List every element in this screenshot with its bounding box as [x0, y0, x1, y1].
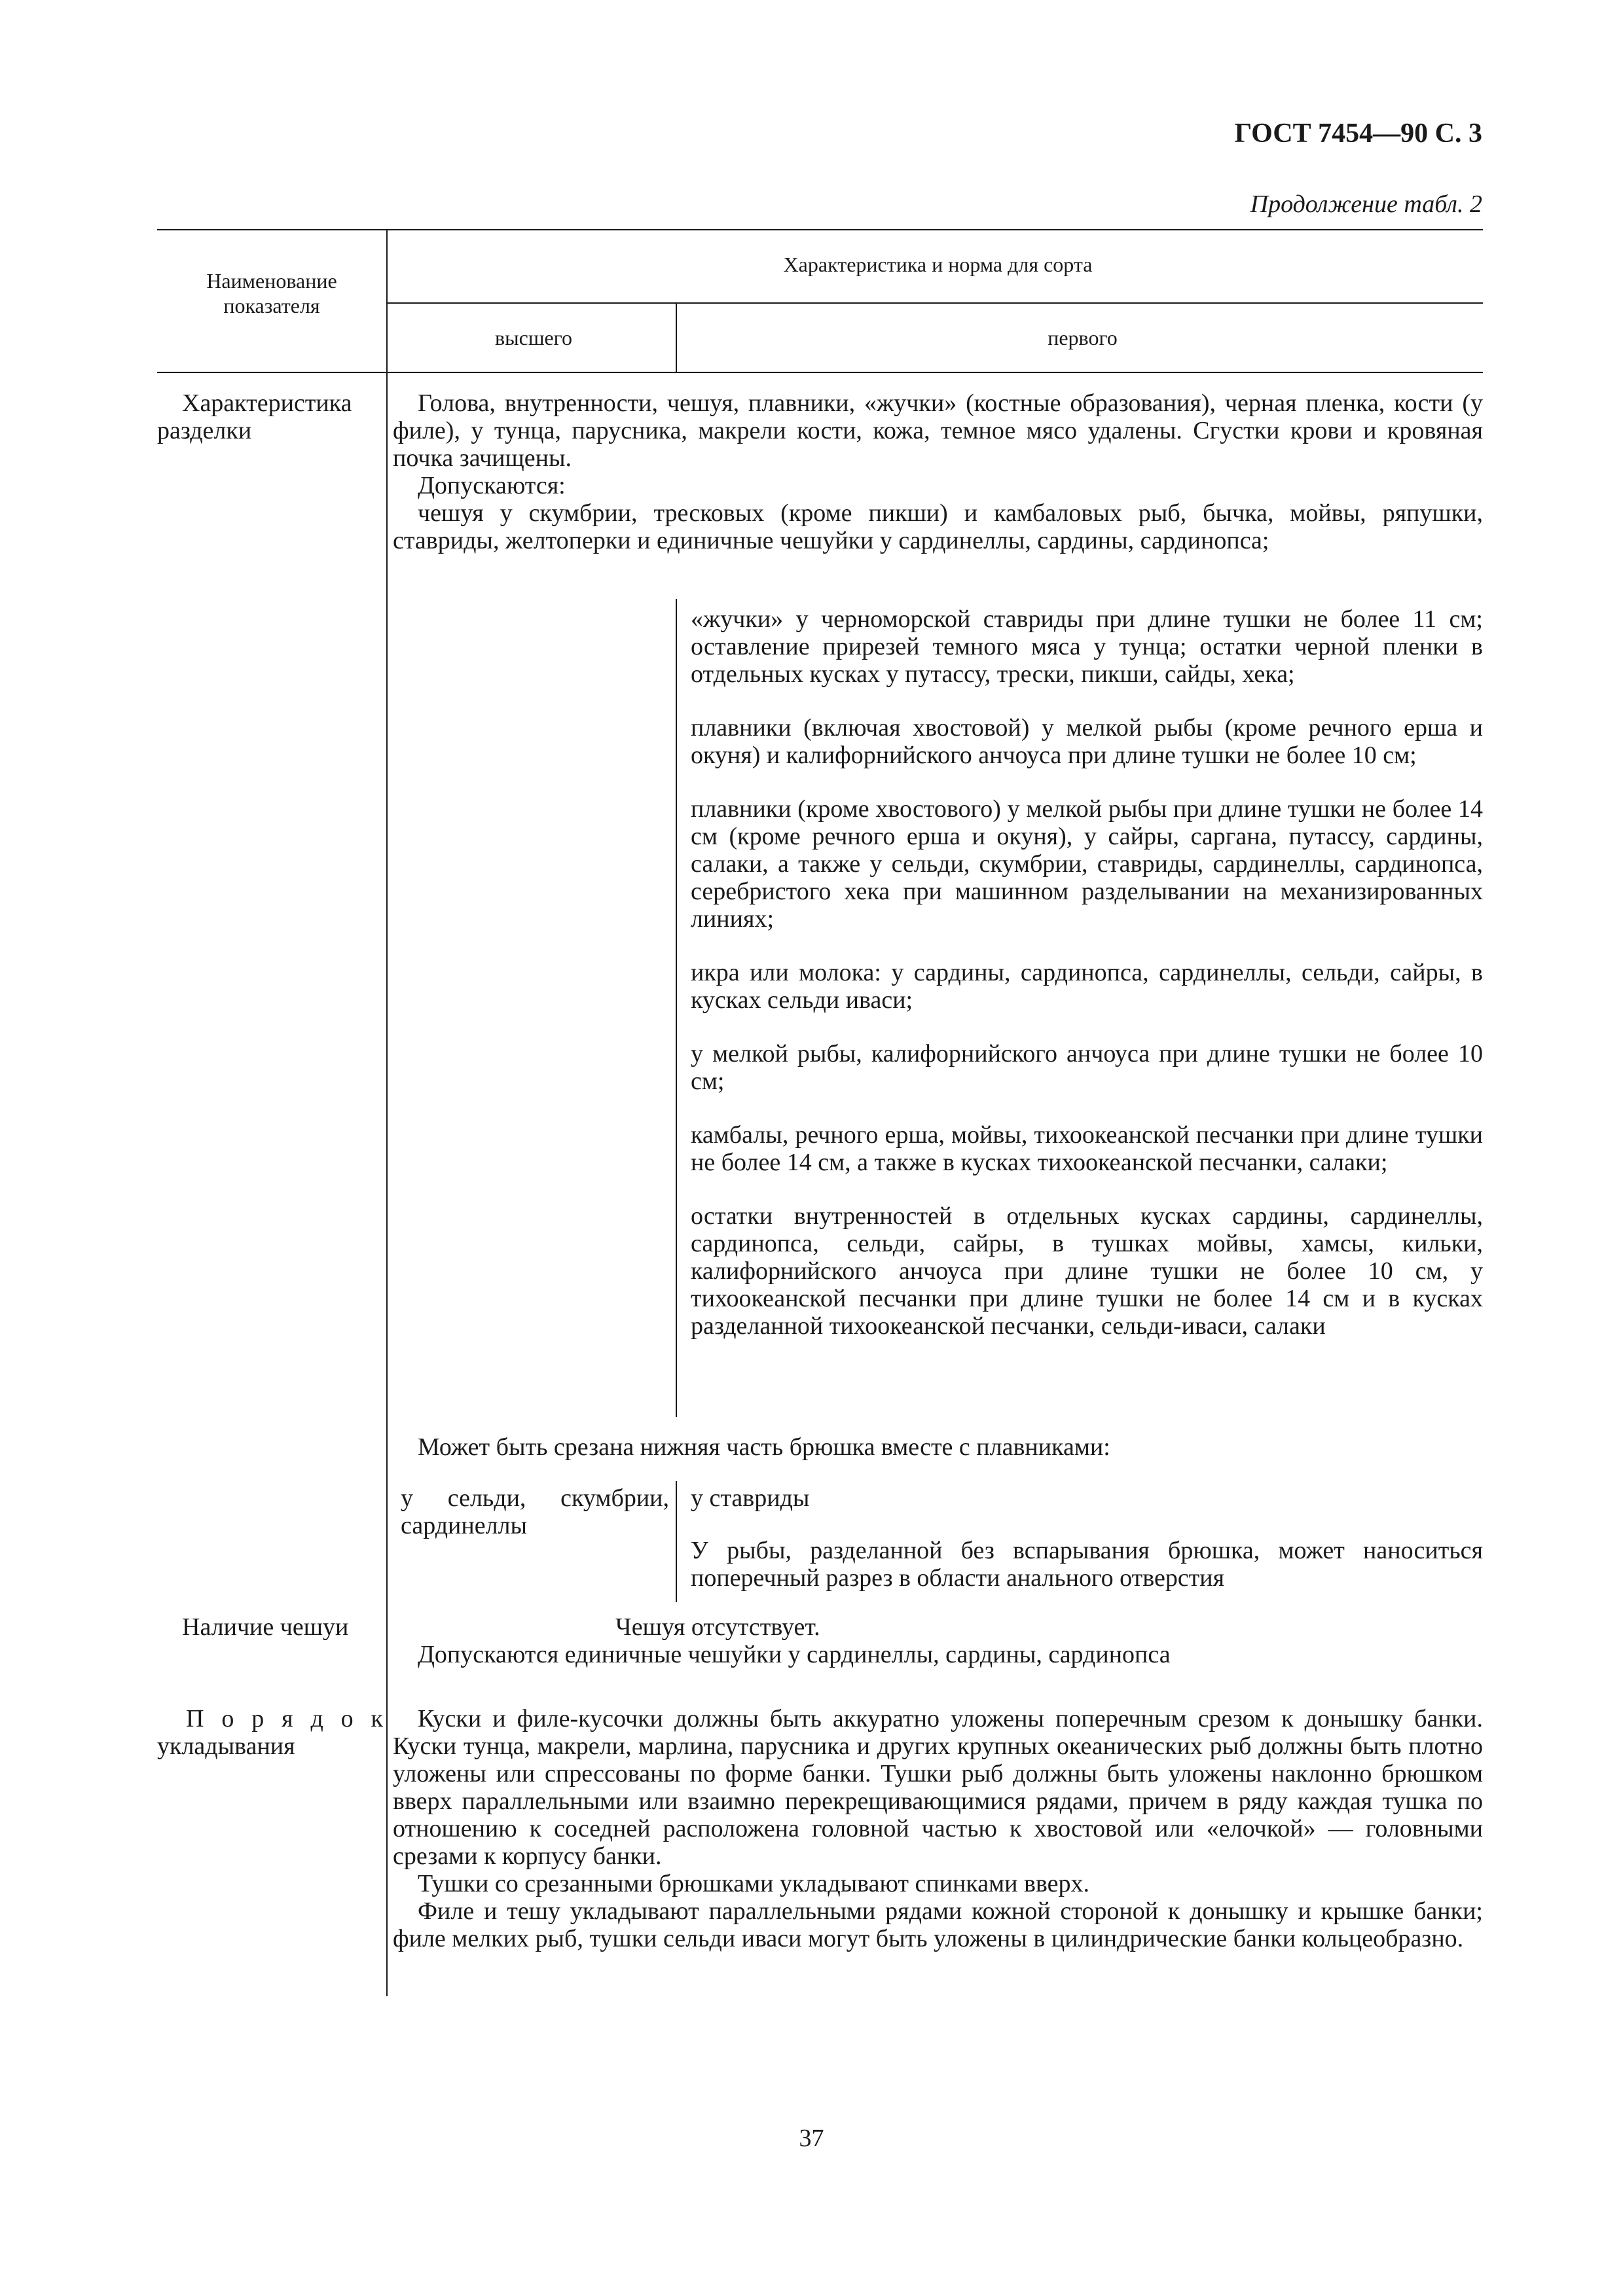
row-label-cutting-text: Характеристика разделки: [157, 389, 352, 444]
belly-first-grade: [691, 1484, 1483, 1592]
packing-text: [393, 1705, 1483, 1952]
belly-note: Может быть срезана нижняя часть брюшка вместе с плавниками:: [418, 1433, 1110, 1461]
table-column-divider: [386, 229, 388, 1996]
belly-first-grade-note: У рыбы, разделанной без вспарывания брюшка, может наноситься поперечный разрез в области анального отверстия: [691, 1537, 1483, 1592]
belly-first-grade-label: у ставриды: [691, 1484, 810, 1512]
row-label-scales: [157, 1613, 380, 1641]
scales-line-1: Чешуя отсутствует.: [615, 1613, 820, 1641]
first-grade-item: остатки внутренностей в отдельных кусках сардины, сардинеллы, сардинопса, сельди, сайры, в тушках мойвы, хамсы, кильки, калифорнийского анчоуса при длине тушки не более 10 см, у тихоокеанской песчанки при длине тушки не более 14 см и в кусках разделанной тихоокеанской песчанки, сельди-иваси, салаки: [691, 1202, 1483, 1340]
row-label-scales-text: Наличие чешуи: [182, 1613, 349, 1641]
grade-column-divider: [676, 302, 677, 372]
first-grade-item: плавники (включая хвостовой) у мелкой рыбы (кроме речного ерша и окуня) и калифорнийского анчоуса при длине тушки не более 10 см;: [691, 714, 1483, 769]
document-code: ГОСТ 7454—90 С. 3: [1234, 118, 1482, 149]
cutting-main-paragraph: Голова, внутренности, чешуя, плавники, «жучки» (костные образования), черная пленка, кости (у филе), у тунца, парусника, макрели кости, кожа, темное мясо удалены. Сгустки крови и кровяная почка зачищены.: [393, 389, 1483, 472]
cutting-allowed-scales: чешуя у скумбрии, тресковых (кроме пикши) и камбаловых рыб, бычка, мойвы, ряпушки, ставриды, желтоперки и единичные чешуйки у сардинеллы, сардины, сардинопса;: [393, 499, 1483, 554]
column-header-highest-grade: высшего: [495, 326, 572, 350]
grade-divider-cutting: [676, 599, 677, 1417]
packing-paragraph-1: Куски и филе-кусочки должны быть аккуратно уложены поперечным срезом к донышку банки. Куски тунца, макрели, марлина, парусника и других крупных океанических рыб должны быть плотно уложены или спрессованы по форме банки. Тушки рыб должны быть уложены наклонно брюшком вверх параллельными или взаимно перекрещивающимися рядами, причем в ряду каждая тушка по отношению к соседней расположена головной частью к хвостовой или «елочкой» — головными срезами к корпусу банки.: [393, 1705, 1483, 1870]
packing-paragraph-2: Тушки со срезанными брюшками укладывают спинками вверх.: [418, 1870, 1090, 1897]
cutting-allowed-label: Допускаются:: [418, 472, 566, 499]
packing-paragraph-3: Филе и тешу укладывают параллельными рядами кожной стороной к донышку и крышке банки; филе мелких рыб, тушки сельди иваси могут быть уложены в цилиндрические банки кольцеобразно.: [393, 1897, 1483, 1952]
belly-highest-grade: у сельди, скумбрии, сардинеллы: [401, 1484, 669, 1539]
table-continuation-label: Продолжение табл. 2: [1250, 190, 1482, 218]
row-label-packing-rest: укладывания: [157, 1732, 295, 1760]
first-grade-item: «жучки» у черноморской ставриды при длине тушки не более 11 см; оставление прирезей темного мяса у тунца; остатки черной пленки в отдельных кусках у путассу, трески, пикши, сайды, хека;: [691, 605, 1483, 688]
header-bottom-rule: [157, 372, 1483, 373]
first-grade-item: камбалы, речного ерша, мойвы, тихоокеанской песчанки при длине тушки не более 14 см, а также в кусках тихоокеанской песчанки, салаки;: [691, 1121, 1483, 1176]
first-grade-item: икра или молока: у сардины, сардинопса, сардинеллы, сельди, сайры, в кусках сельди иваси;: [691, 959, 1483, 1014]
table-top-rule: [157, 229, 1483, 230]
cutting-main-text: [393, 389, 1483, 554]
first-grade-items: [691, 605, 1483, 1340]
column-header-indicator: Наименование показателя: [206, 269, 337, 317]
row-label-cutting: [157, 389, 380, 444]
row-label-packing-spaced: П о р я д о к: [186, 1705, 383, 1732]
page-number: 37: [799, 2125, 824, 2152]
row-label-packing: [157, 1705, 383, 1760]
first-grade-item: у мелкой рыбы, калифорнийского анчоуса при длине тушки не более 10 см;: [691, 1040, 1483, 1095]
column-header-characteristic: Характеристика и норма для сорта: [783, 253, 1093, 276]
header-sub-rule: [386, 302, 1483, 304]
scales-line-2: Допускаются единичные чешуйки у сардинеллы, сардины, сардинопса: [418, 1641, 1171, 1668]
column-header-first-grade: первого: [1048, 326, 1118, 350]
first-grade-item: плавники (кроме хвостового) у мелкой рыбы при длине тушки не более 14 см (кроме речного ерша и окуня), у сайры, саргана, путассу, сардины, салаки, а также у сельди, скумбрии, ставриды, сардинеллы, сардинопса, серебристого хека при машинном разделывании на механизированных линиях;: [691, 795, 1483, 933]
scales-text: [393, 1613, 1483, 1668]
grade-divider-belly: [676, 1481, 677, 1602]
